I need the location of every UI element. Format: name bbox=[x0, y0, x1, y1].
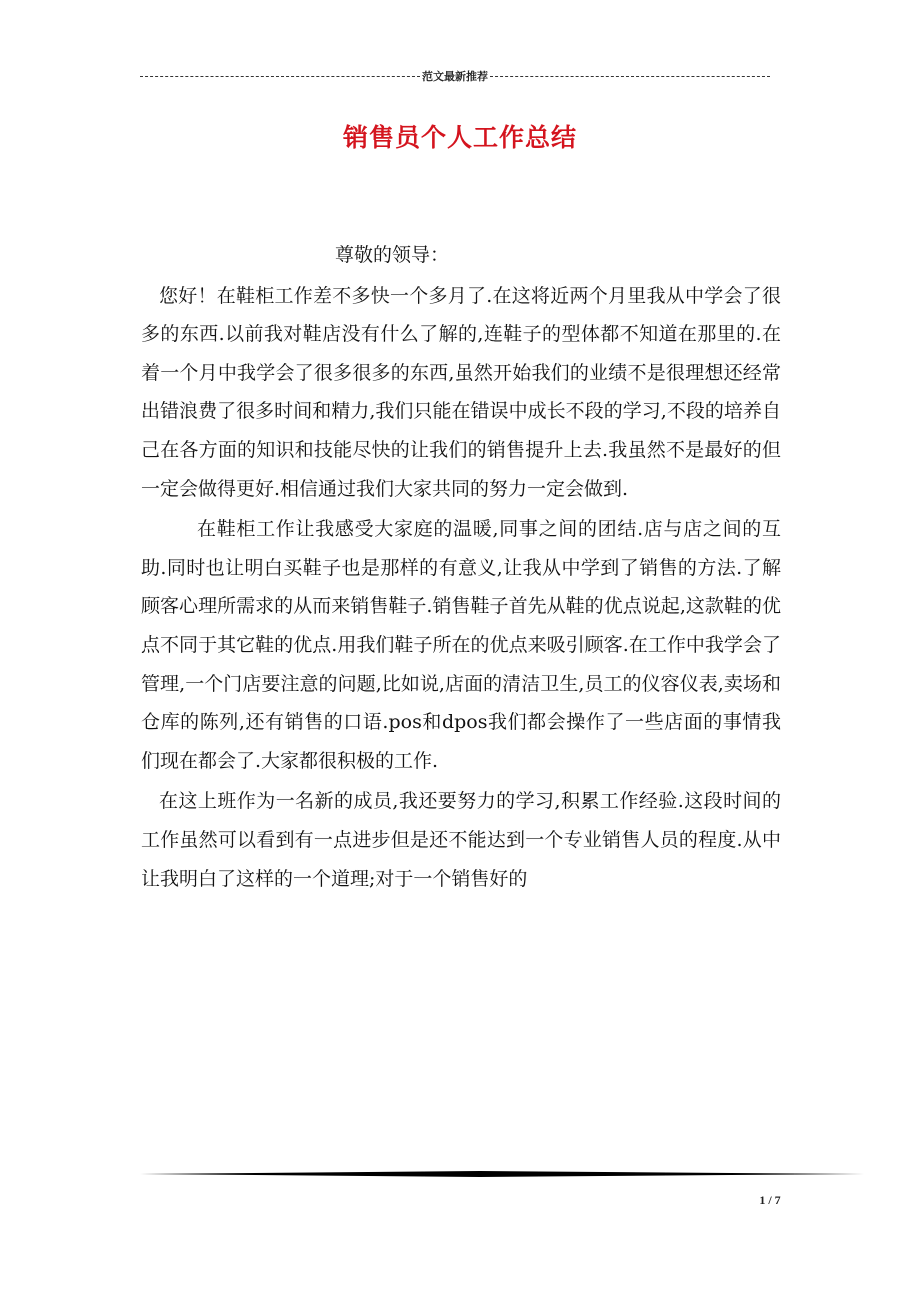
header-dash-right bbox=[490, 76, 770, 77]
paragraph-3: 在这上班作为一名新的成员,我还要努力的学习,积累工作经验.这段时间的工作虽然可以看到有一点进步但是还不能达到一个专业销售人员的程度.从中让我明白了这样的一个道理;对于一个销售好的 bbox=[141, 790, 781, 890]
header-label: 范文最新推荐 bbox=[422, 70, 488, 83]
paragraph-2: 在鞋柜工作让我感受大家庭的温暖,同事之间的团结.店与店之间的互助.同时也让明白买鞋子也是那样的有意义,让我从中学到了销售的方法.了解顾客心理所需求的从而来销售鞋子.销售鞋子首先从鞋的优点说起,这款鞋的优点不同于其它鞋的优点.用我们鞋子所在的优点来吸引顾客.在工作中我学会了管理,一个门店要注意的问题,比如说,店面的清洁卫生,员工的仪容仪表,卖场和仓库的陈列,还有销售的口语.pos和dpos我们都会操作了一些店面的事情我们现在都会了.大家都很积极的工作. bbox=[141, 518, 781, 772]
document-body bbox=[141, 236, 781, 898]
greeting: 尊敬的领导： bbox=[335, 244, 450, 266]
header-dash-left bbox=[140, 76, 420, 77]
document-title: 销售员个人工作总结 bbox=[342, 123, 577, 152]
page-header bbox=[140, 68, 770, 84]
page-number: 1 / 7 bbox=[759, 1193, 781, 1207]
paragraph-1: 您好！在鞋柜工作差不多快一个多月了.在这将近两个月里我从中学会了很多的东西.以前我对鞋店没有什么了解的,连鞋子的型体都不知道在那里的.在着一个月中我学会了很多很多的东西,虽然开始我们的业绩不是很理想还经常出错浪费了很多时间和精力,我们只能在错误中成长不段的学习,不段的培养自己在各方面的知识和技能尽快的让我们的销售提升上去.我虽然不是最好的但一定会做得更好.相信通过我们大家共同的努力一定会做到. bbox=[141, 284, 781, 500]
footer-rule bbox=[140, 1171, 864, 1177]
